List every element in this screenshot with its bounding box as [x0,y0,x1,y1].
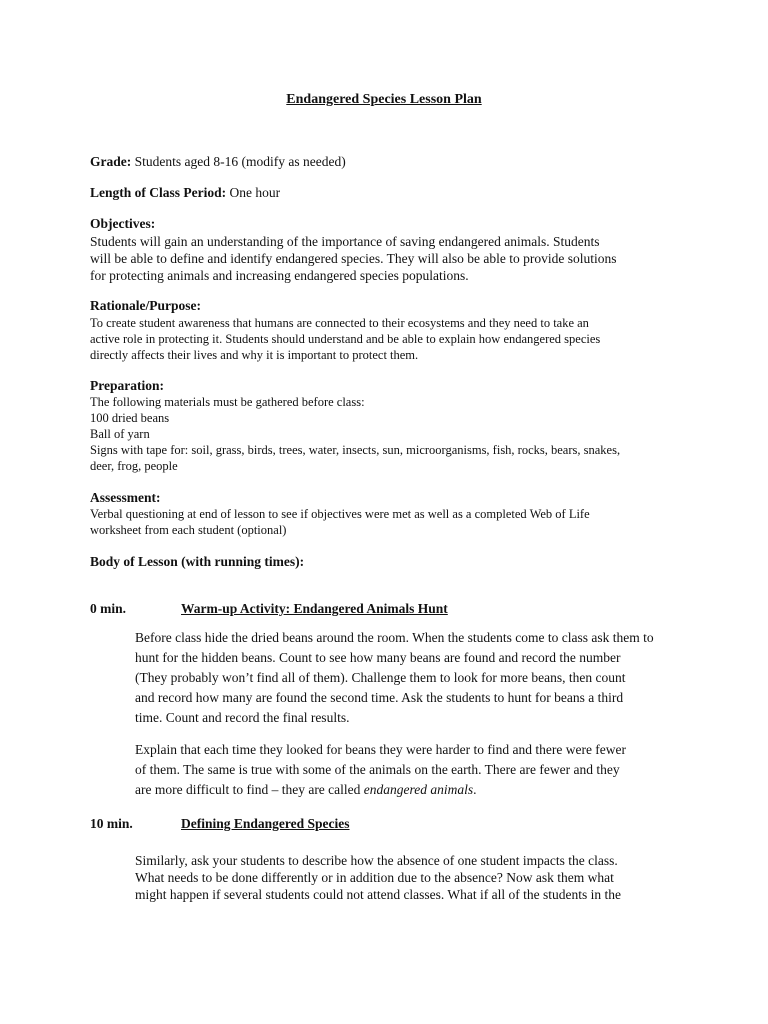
rationale-line: active role in protecting it. Students should understand and be able to explain how endangered species [90,332,601,346]
section-title: Defining Endangered Species [181,816,350,831]
body-heading: Body of Lesson (with running times): [90,554,305,569]
paragraph-line [135,782,477,798]
section-time: 10 min. [90,816,133,831]
preparation-line: Ball of yarn [90,427,150,441]
rationale-line: directly affects their lives and why it is important to protect them. [90,348,419,362]
document-title: Endangered Species Lesson Plan [286,92,482,107]
length-line [90,184,280,201]
assessment-heading: Assessment: [90,490,161,505]
paragraph-line: (They probably won’t find all of them). Challenge them to look for more beans, then count [135,670,626,685]
length-value: One hour [229,185,281,200]
objectives-line: for protecting animals and increasing endangered species populations. [90,268,469,283]
paragraph-line: Explain that each time they looked for beans they were harder to find and there were fewer [135,742,627,757]
grade-value: Students aged 8-16 (modify as needed) [134,154,346,169]
paragraph-line: time. Count and record the final results. [135,710,350,725]
preparation-heading: Preparation: [90,378,164,393]
objectives-line: Students will gain an understanding of the importance of saving endangered animals. Students [90,234,600,249]
section-title: Warm-up Activity: Endangered Animals Hunt [181,601,448,616]
objectives-heading: Objectives: [90,216,156,231]
paragraph-line: Similarly, ask your students to describe how the absence of one student impacts the class. [135,853,618,868]
preparation-line: Signs with tape for: soil, grass, birds, trees, water, insects, sun, microorganisms, fish, rocks, bears, snakes, [90,443,621,457]
preparation-line: The following materials must be gathered before class: [90,395,365,409]
preparation-line: deer, frog, people [90,459,178,473]
assessment-line: worksheet from each student (optional) [90,523,287,537]
grade-label: Grade: [90,154,132,169]
objectives-line: will be able to define and identify endangered species. They will also be able to provide solutions [90,251,617,266]
emphasis-text: endangered animals [363,782,474,797]
paragraph-line: of them. The same is true with some of the animals on the earth. There are fewer and they [135,762,620,777]
paragraph-line: and record how many are found the second time. Ask the students to hunt for beans a third [135,690,624,705]
paragraph-end: . [473,782,477,797]
rationale-line: To create student awareness that humans are connected to their ecosystems and they need to take an [90,316,589,330]
rationale-heading: Rationale/Purpose: [90,298,201,313]
length-label: Length of Class Period: [90,185,227,200]
grade-line [90,153,346,170]
paragraph-line: might happen if several students could not attend classes. What if all of the students in the [135,887,622,902]
paragraph-line: hunt for the hidden beans. Count to see how many beans are found and record the number [135,650,621,665]
paragraph-text: are more difficult to find – they are called [135,782,364,797]
paragraph-line: Before class hide the dried beans around the room. When the students come to class ask them to [135,630,654,645]
preparation-line: 100 dried beans [90,411,170,425]
paragraph-line: What needs to be done differently or in addition due to the absence? Now ask them what [135,870,614,885]
assessment-line: Verbal questioning at end of lesson to see if objectives were met as well as a completed Web of Life [90,507,590,521]
section-time: 0 min. [90,601,127,616]
